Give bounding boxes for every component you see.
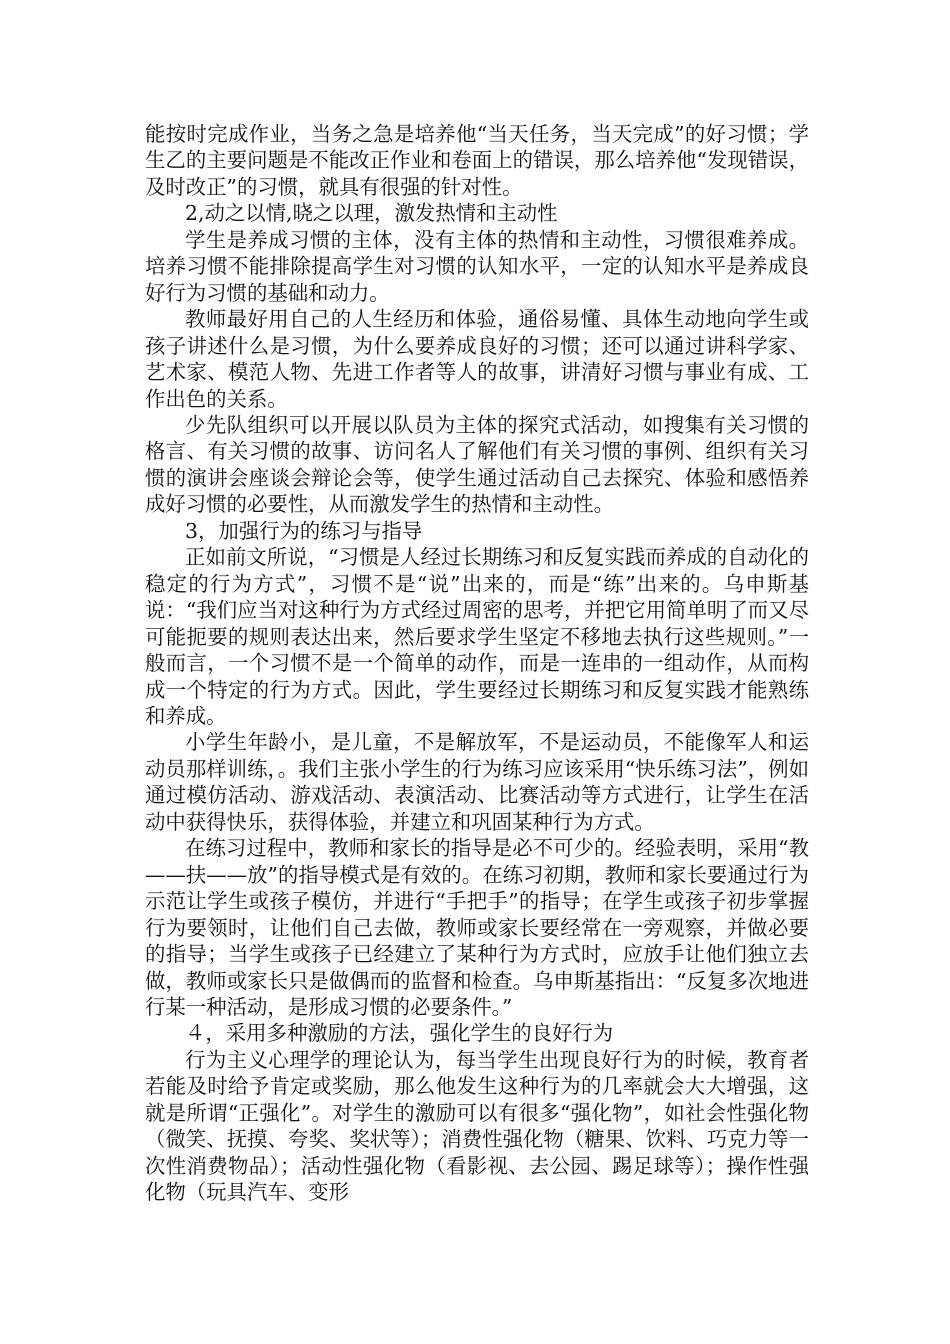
paragraph: 学生是养成习惯的主体，没有主体的热情和主动性，习惯很难养成。培养习惯不能排除提高学生对习惯的认知水平，一定的认知水平是养成良好行为习惯的基础和动力。	[145, 227, 809, 305]
section-heading-3: 3，加强行为的练习与指导	[185, 518, 423, 543]
section-heading-2: 2,动之以情,晓之以理，激发热情和主动性	[185, 201, 558, 226]
paragraph: 正如前文所说，“习惯是人经过长期练习和反复实践而养成的自动化的稳定的行为方式”，习惯不是“说”出来的，而是“练”出来的。乌申斯基说：“我们应当对这种行为方式经过周密的思考，并把它用简单明了而又尽可能扼要的规则表达出来，然后要求学生坚定不移地去执行这些规则。”一般而言，一个习惯不是一个简单的动作，而是一连串的一组动作，从而构成一个特定的行为方式。因此，学生要经过长期练习和反复实践才能熟练和养成。	[145, 545, 809, 728]
paragraph: 教师最好用自己的人生经历和体验，通俗易懂、具体生动地向学生或孩子讲述什么是习惯，为什么要养成良好的习惯；还可以通过讲科学家、艺术家、模范人物、先进工作者等人的故事，讲清好习惯与事业有成、工作出色的关系。	[145, 307, 809, 411]
paragraph: 少先队组织可以开展以队员为主体的探究式活动，如搜集有关习惯的格言、有关习惯的故事、访问名人了解他们有关习惯的事例、组织有关习惯的演讲会座谈会辩论会等，使学生通过活动自己去探究、体验和感悟养成好习惯的必要性，从而激发学生的热情和主动性。	[145, 412, 809, 517]
document-body	[145, 121, 809, 1206]
paragraph: 行为主义心理学的理论认为，每当学生出现良好行为的时候，教育者若能及时给予肯定或奖励，那么他发生这种行为的几率就会大大增强，这就是所谓“正强化”。对学生的激励可以有很多“强化物”，如社会性强化物（微笑、抚摸、夸奖、奖状等）；消费性强化物（糖果、饮料、巧克力等一次性消费物品）；活动性强化物（看影视、去公园、踢足球等）；操作性强化物（玩具汽车、变形	[145, 1047, 809, 1205]
section-heading-4: ４，采用多种激励的方法，强化学生的良好行为	[185, 1021, 614, 1046]
paragraph: 小学生年龄小，是儿童，不是解放军，不是运动员，不能像军人和运动员那样训练，。我们主张小学生的行为练习应该采用“快乐练习法”，例如通过模仿活动、游戏活动、表演活动、比赛活动等方式进行，让学生在活动中获得快乐，获得体验，并建立和巩固某种行为方式。	[145, 730, 809, 834]
paragraph-continued: 能按时完成作业，当务之急是培养他“当天任务，当天完成”的好习惯；学生乙的主要问题是不能改正作业和卷面上的错误，那么培养他“发现错误，及时改正”的习惯，就具有很强的针对性。	[145, 122, 809, 199]
paragraph: 在练习过程中，教师和家长的指导是必不可少的。经验表明，采用“教——扶——放”的指导模式是有效的。在练习初期，教师和家长要通过行为示范让学生或孩子模仿，并进行“手把手”的指导；在学生或孩子初步掌握行为要领时，让他们自己去做，教师或家长要经常在一旁观察，并做必要的指导；当学生或孩子已经建立了某种行为方式时，应放手让他们独立去做，教师或家长只是做偶而的监督和检查。乌申斯基指出：“反复多次地进行某一种活动，是形成习惯的必要条件。”	[145, 836, 809, 1019]
